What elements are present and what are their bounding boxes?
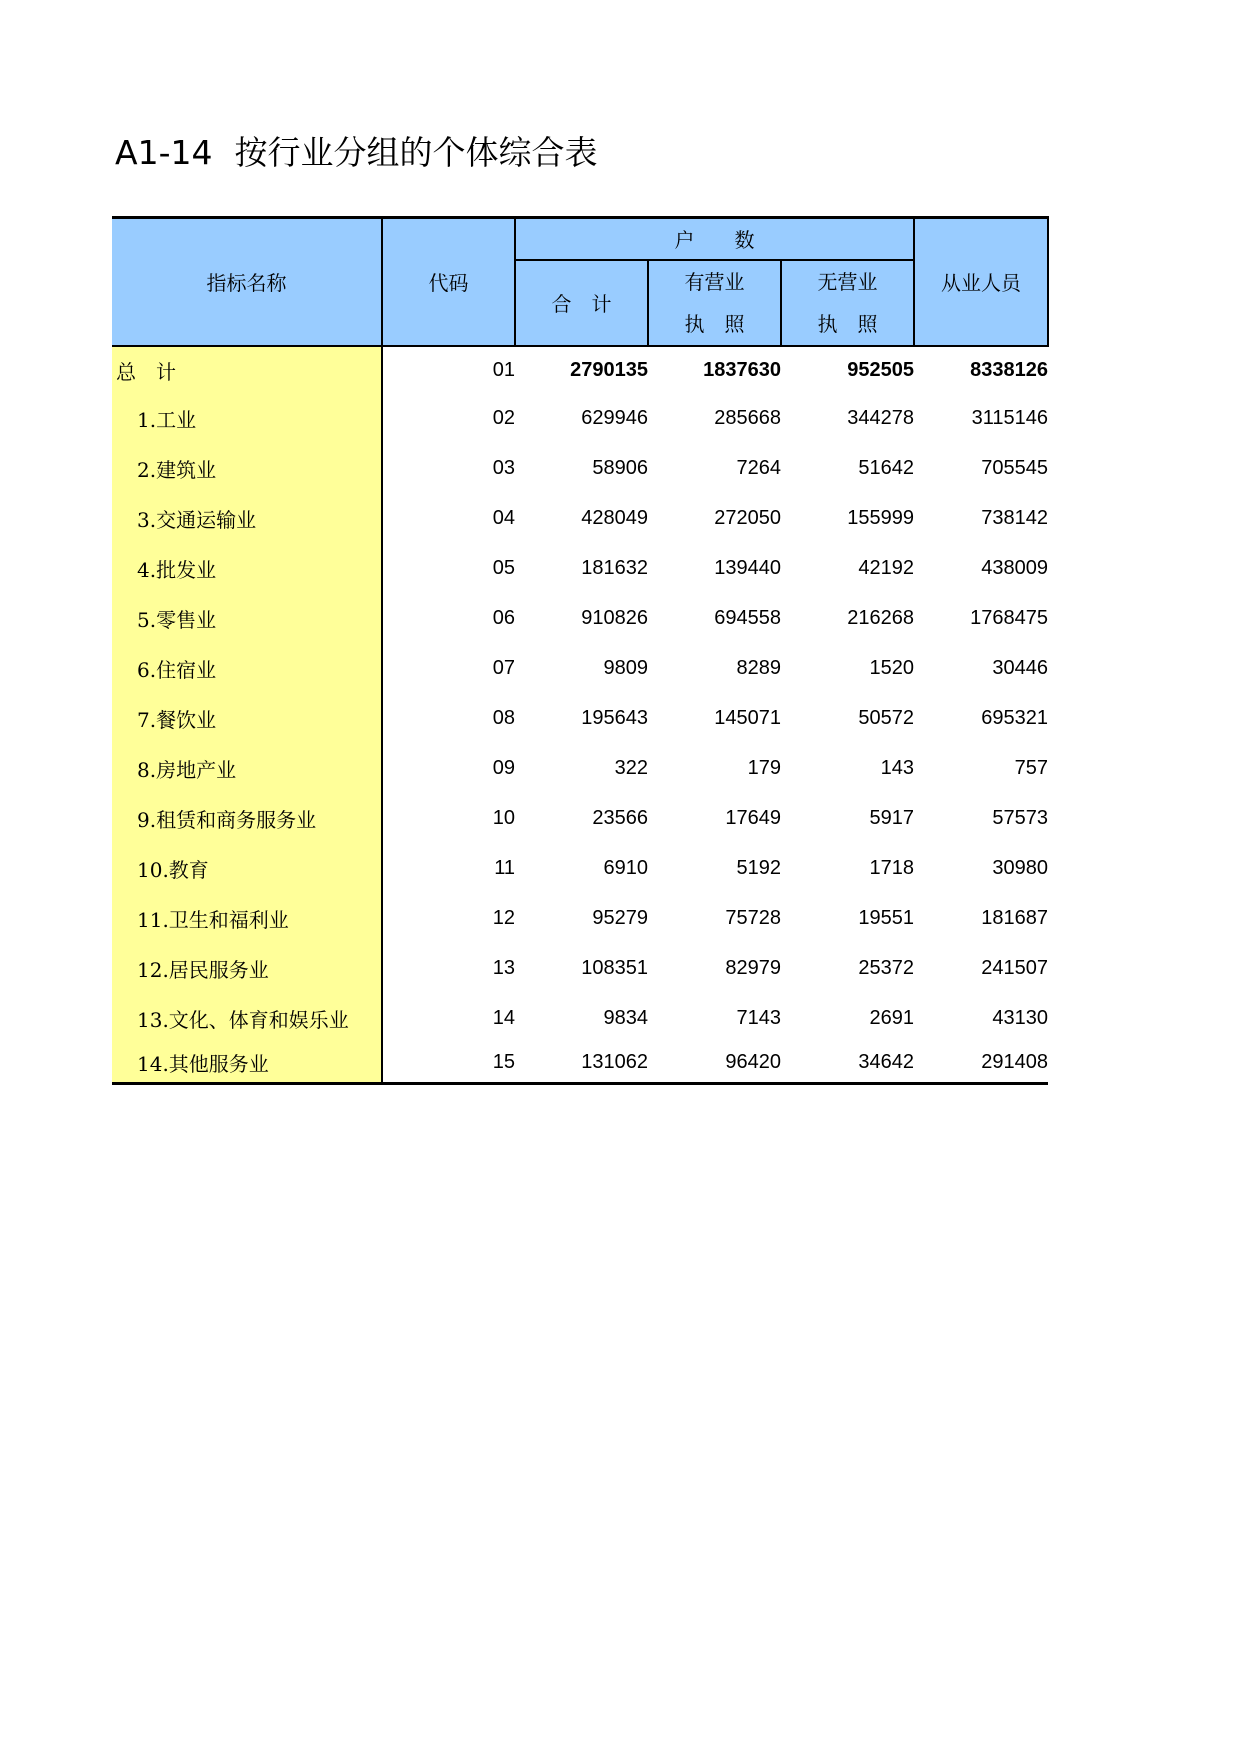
table-row	[112, 444, 1048, 494]
row-code: 07	[492, 657, 515, 679]
row-licensed: 139440	[714, 557, 781, 579]
table-row	[112, 1044, 1048, 1084]
table-row-total	[112, 346, 1048, 394]
table-row	[112, 594, 1048, 644]
row-name: 13.文化、体育和娱乐业	[112, 994, 382, 1044]
row-name: 10.教育	[112, 844, 382, 894]
row-total: 108351	[581, 957, 648, 979]
header-code: 代码	[382, 218, 515, 346]
row-code: 04	[492, 507, 515, 529]
row-employees: 1768475	[970, 607, 1049, 629]
page-title	[115, 127, 597, 174]
row-code: 06	[492, 607, 515, 629]
row-code: 05	[492, 557, 515, 579]
row-total: 181632	[581, 557, 648, 579]
row-total: 9809	[603, 657, 648, 679]
row-name: 2.建筑业	[112, 444, 382, 494]
row-employees: 705545	[981, 457, 1049, 479]
row-unlicensed: 51642	[858, 457, 915, 479]
table-row	[112, 994, 1048, 1044]
table-body	[112, 346, 1048, 1084]
header-households: 户 数	[515, 218, 914, 260]
row-employees: 30980	[992, 857, 1049, 879]
industry-table	[112, 216, 1049, 1085]
row-total: 195643	[581, 707, 648, 729]
row-licensed: 694558	[714, 607, 781, 629]
row-employees: 291408	[914, 1044, 1048, 1084]
row-total: 23566	[592, 807, 648, 829]
row-total: 95279	[592, 907, 648, 929]
table-row	[112, 644, 1048, 694]
row-name: 6.住宿业	[112, 644, 382, 694]
row-code: 14	[492, 1007, 515, 1029]
row-unlicensed: 216268	[847, 607, 915, 629]
table-row	[112, 844, 1048, 894]
row-total: 322	[614, 757, 648, 779]
row-name: 8.房地产业	[112, 744, 382, 794]
row-code: 15	[382, 1044, 515, 1084]
table-row	[112, 744, 1048, 794]
row-name: 4.批发业	[112, 544, 382, 594]
row-name: 总 计	[112, 346, 382, 394]
row-employees: 8338126	[970, 358, 1049, 381]
row-licensed: 82979	[725, 957, 781, 979]
row-code: 03	[492, 457, 515, 479]
row-employees: 438009	[981, 557, 1049, 579]
row-name: 1.工业	[112, 394, 382, 444]
row-licensed: 17649	[725, 807, 781, 829]
row-code: 10	[492, 807, 515, 829]
row-total: 131062	[515, 1044, 648, 1084]
table-row	[112, 894, 1048, 944]
row-licensed: 75728	[725, 907, 781, 929]
row-licensed: 145071	[714, 707, 781, 729]
row-employees: 181687	[981, 907, 1049, 929]
row-total: 629946	[581, 407, 648, 429]
row-employees: 757	[1014, 757, 1049, 779]
row-employees: 241507	[981, 957, 1049, 979]
row-unlicensed: 42192	[858, 557, 915, 579]
row-name: 14.其他服务业	[112, 1044, 382, 1084]
row-unlicensed: 2691	[869, 1007, 915, 1029]
row-unlicensed: 34642	[781, 1044, 914, 1084]
header-licensed: 有营业 执 照	[648, 260, 781, 346]
header-unlicensed: 无营业 执 照	[781, 260, 914, 346]
row-licensed: 272050	[714, 507, 781, 529]
row-employees: 43130	[992, 1007, 1049, 1029]
header-employees: 从业人员	[914, 218, 1048, 346]
row-licensed: 96420	[648, 1044, 781, 1084]
header-total: 合 计	[515, 260, 648, 346]
row-employees: 3115146	[971, 407, 1049, 429]
row-employees: 738142	[981, 507, 1049, 529]
row-employees: 30446	[992, 657, 1049, 679]
row-licensed: 7143	[736, 1007, 781, 1029]
row-licensed: 7264	[736, 457, 781, 479]
row-total: 6910	[603, 857, 648, 879]
table-row	[112, 544, 1048, 594]
table-code: A1-14	[115, 133, 213, 172]
table-row	[112, 394, 1048, 444]
row-unlicensed: 5917	[869, 807, 915, 829]
row-name: 9.租赁和商务服务业	[112, 794, 382, 844]
table-row	[112, 494, 1048, 544]
row-licensed: 179	[747, 757, 781, 779]
row-total: 9834	[603, 1007, 648, 1029]
row-unlicensed: 1718	[869, 857, 915, 879]
row-code: 09	[492, 757, 515, 779]
row-unlicensed: 344278	[847, 407, 915, 429]
row-name: 3.交通运输业	[112, 494, 382, 544]
row-code: 01	[492, 358, 515, 381]
row-name: 5.零售业	[112, 594, 382, 644]
table-row	[112, 944, 1048, 994]
row-employees: 57573	[992, 807, 1049, 829]
row-total: 910826	[581, 607, 648, 629]
row-unlicensed: 50572	[858, 707, 915, 729]
table-title: 按行业分组的个体综合表	[234, 133, 598, 172]
row-employees: 695321	[981, 707, 1049, 729]
row-name: 12.居民服务业	[112, 944, 382, 994]
row-licensed: 1837630	[703, 358, 781, 381]
row-unlicensed: 19551	[858, 907, 915, 929]
row-licensed: 285668	[714, 407, 781, 429]
header-name: 指标名称	[112, 218, 382, 346]
table-row	[112, 694, 1048, 744]
row-unlicensed: 25372	[858, 957, 915, 979]
row-total: 428049	[581, 507, 648, 529]
row-name: 11.卫生和福利业	[112, 894, 382, 944]
row-code: 02	[492, 407, 515, 429]
row-unlicensed: 952505	[847, 358, 915, 381]
row-total: 58906	[592, 457, 648, 479]
row-licensed: 5192	[736, 857, 781, 879]
row-total: 2790135	[570, 358, 648, 381]
row-code: 08	[492, 707, 515, 729]
table-row	[112, 794, 1048, 844]
row-unlicensed: 143	[880, 757, 915, 779]
row-code: 11	[494, 857, 515, 879]
row-name: 7.餐饮业	[112, 694, 382, 744]
row-licensed: 8289	[736, 657, 781, 679]
row-code: 12	[492, 907, 515, 929]
row-unlicensed: 1520	[869, 657, 915, 679]
row-code: 13	[492, 957, 515, 979]
row-unlicensed: 155999	[847, 507, 915, 529]
